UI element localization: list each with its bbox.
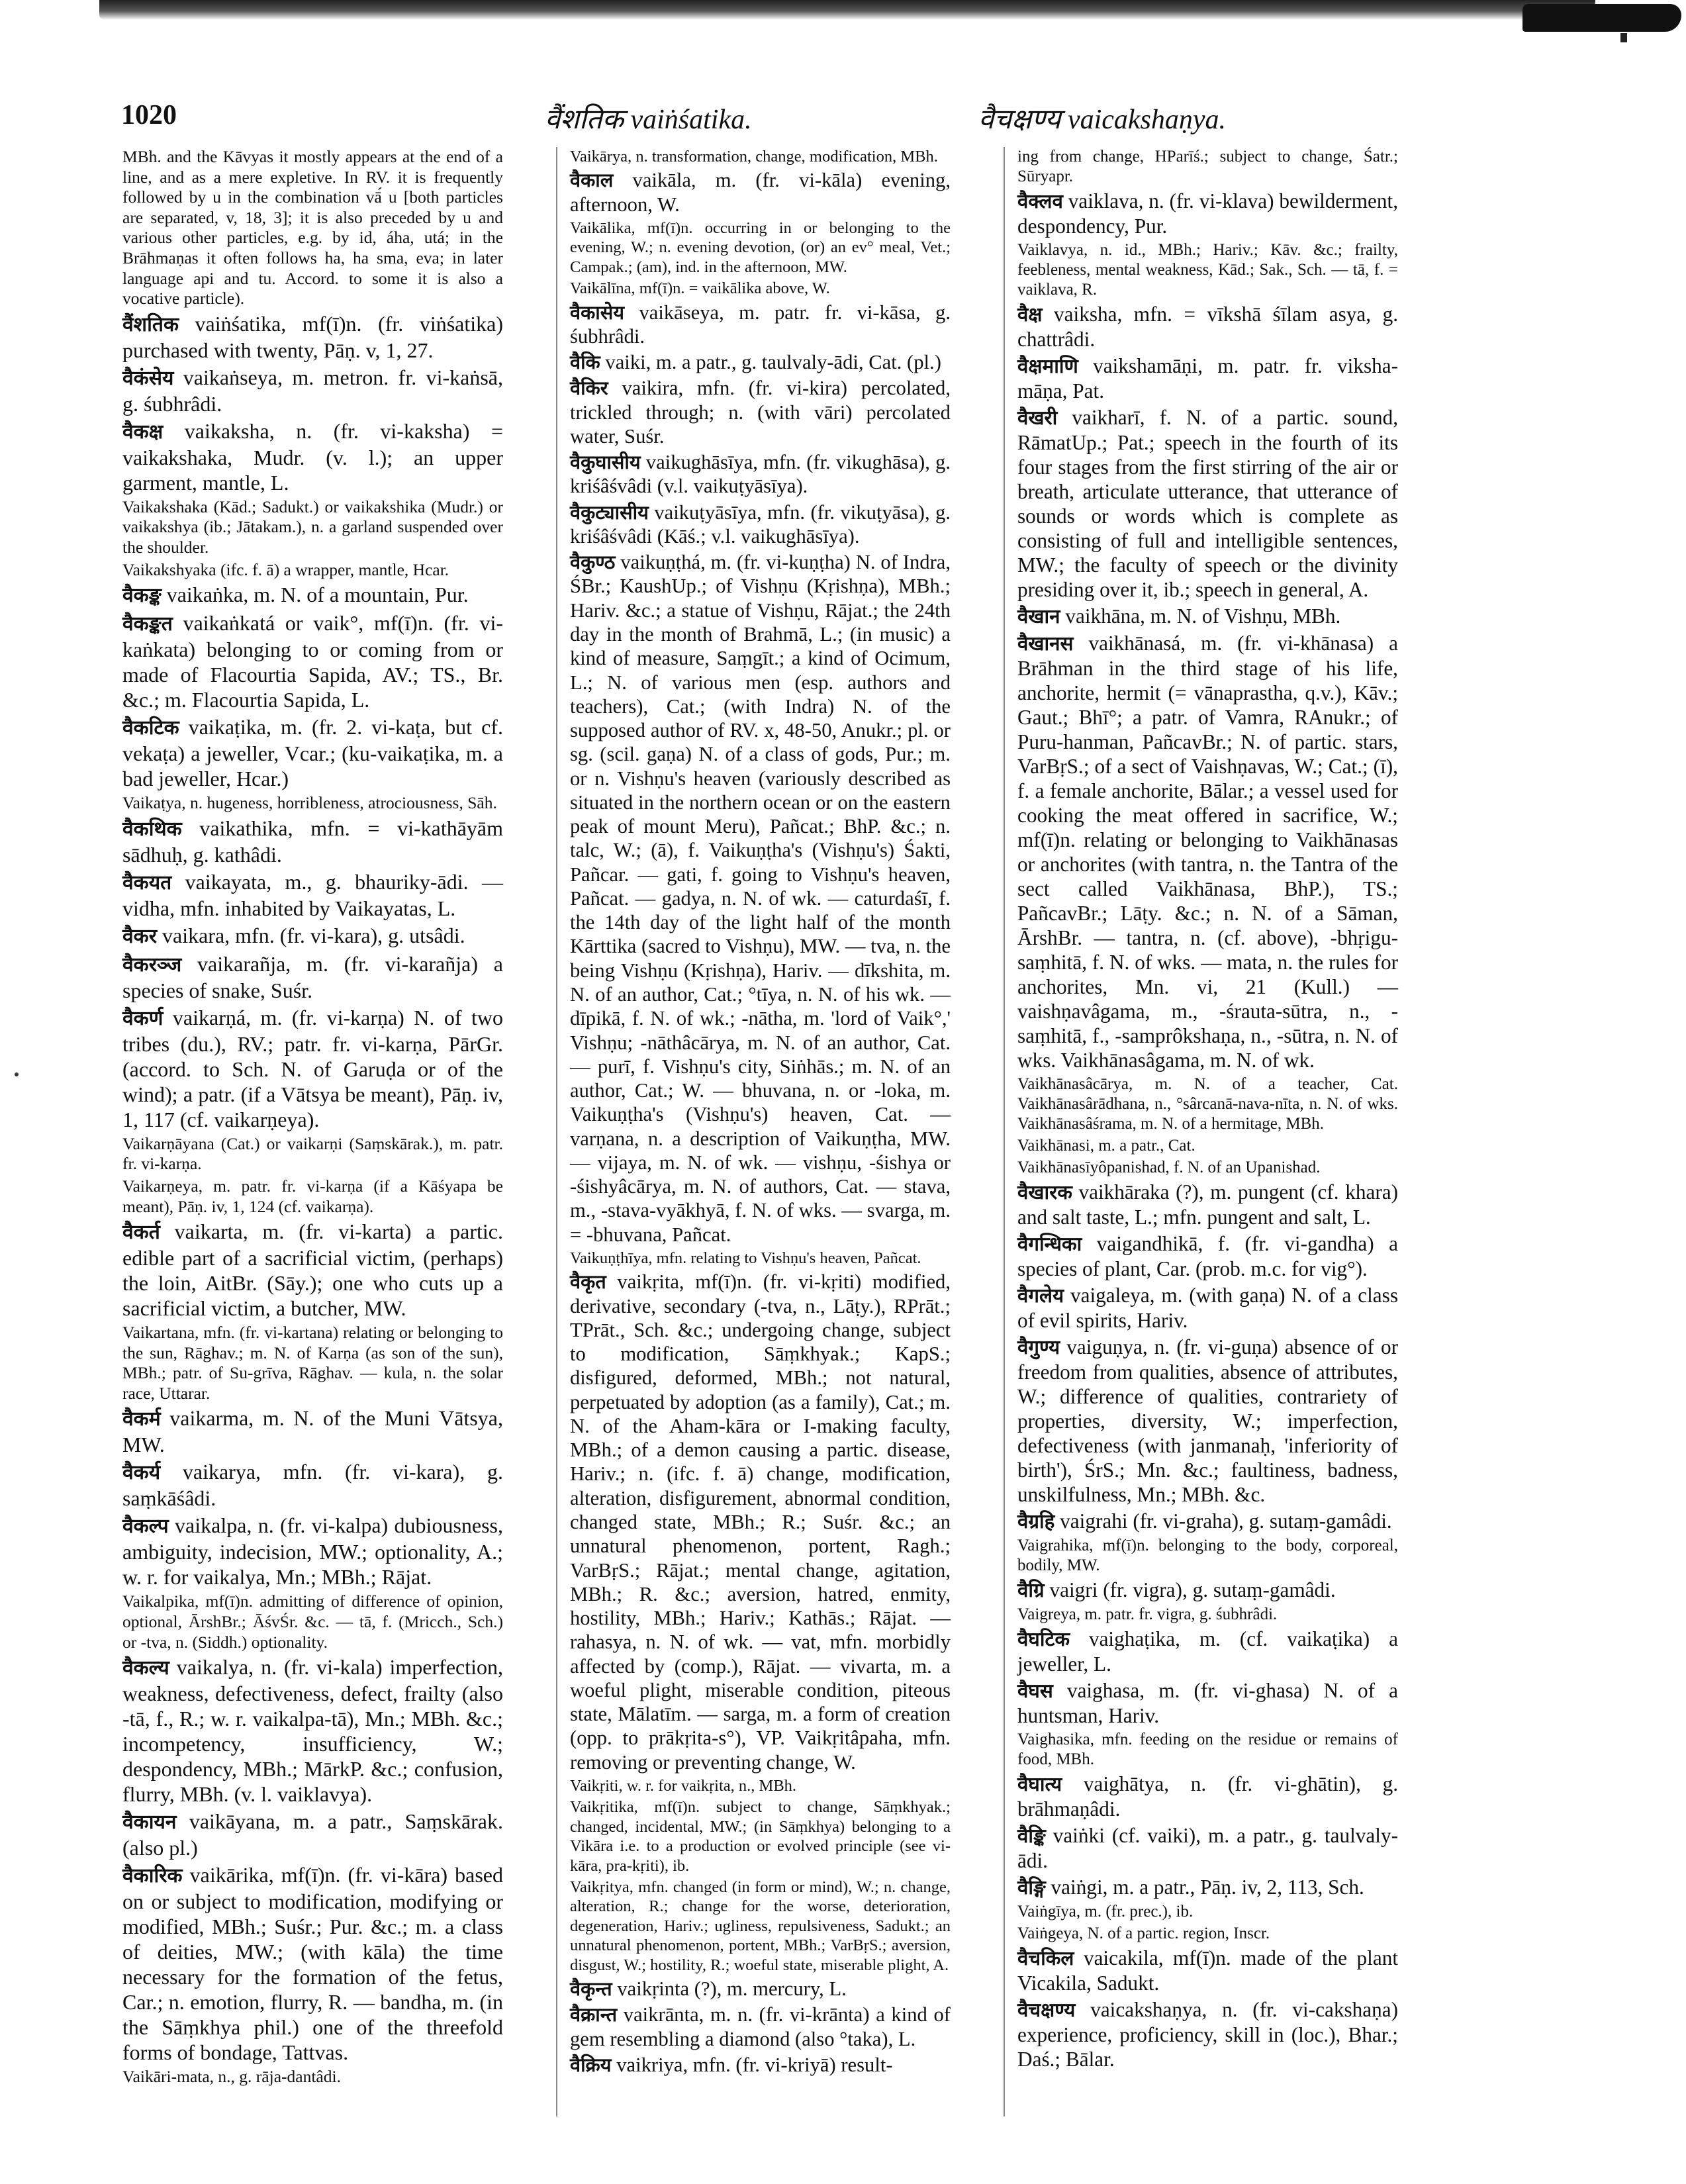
entry-text: Vaikṛiti, w. r. for vaikṛita, n., MBh.: [570, 1776, 797, 1795]
entry-text: Vaikarṇāyana (Cat.) or vaikarṇi (Saṃskārak.), m. patr. fr. vi-karṇa.: [122, 1133, 503, 1174]
entry-text: vaighaṭika, m. (cf. vaikaṭika) a jeweller, L.: [1017, 1627, 1398, 1676]
devanagari-headword: वैगन्धिका: [1017, 1233, 1082, 1255]
devanagari-headword: वैकयत: [122, 871, 172, 894]
dictionary-entry: [1017, 1509, 1398, 1534]
dictionary-entry: [122, 1862, 503, 2065]
devanagari-headword: वैङ्कि: [1017, 1825, 1046, 1847]
devanagari-headword: वैखारक: [1017, 1181, 1072, 1204]
devanagari-headword: वैचकिल: [1017, 1947, 1074, 1970]
entry-text: vaikshamāṇi, m. patr. fr. viksha-māṇa, Pat.: [1017, 354, 1399, 403]
dictionary-entry: [122, 1005, 503, 1132]
dictionary-entry: [1017, 1997, 1398, 2071]
entry-text: vaikarta, m. (fr. vi-karta) a partic. edible part of a sacrificial victim, (perhaps) the loin, AitBr. (Sāy.); one who cuts up a sacrificial victim, a butcher, MW.: [122, 1219, 504, 1321]
entry-text: vaiṅki (cf. vaiki), m. a patr., g. taulvaly-ādi.: [1017, 1824, 1398, 1872]
entry-text: vaikathika, mfn. = vi-kathāyām sādhuḥ, g. kathâdi.: [122, 816, 504, 867]
dictionary-entry: [1017, 604, 1398, 629]
devanagari-headword: वैगलेय: [1017, 1284, 1064, 1307]
devanagari-headword: वैखान: [1017, 605, 1060, 628]
dictionary-entry: [1017, 1678, 1398, 1728]
devanagari-headword: वैकृन्त: [570, 1977, 612, 2000]
dictionary-entry: [1017, 1536, 1398, 1576]
entry-text: vaikalpa, n. (fr. vi-kalpa) dubiousness, ambiguity, indecision, MW.; optionality, A.; w. r. for vaikalya, Mn.; MBh.; Rājat.: [122, 1513, 504, 1590]
entry-text: vaikalya, n. (fr. vi-kala) imperfection, weakness, defectiveness, defect, frailty (also -tā, f., R.; w. r. vaikalpa-tā), Mn.; MBh. &c.; incompetency, insufficiency, W.; despondency, MBh.; MārkP. &c.; confusion, flurry, MBh. (v. l. vaiklavya).: [122, 1655, 504, 1807]
entry-text: vaikarañja, m. (fr. vi-karañja) a species of snake, Suśr.: [122, 951, 504, 1002]
dictionary-entry: [1017, 302, 1398, 352]
entry-text: Vaikuṇṭhīya, mfn. relating to Vishṇu's heaven, Pañcat.: [570, 1249, 921, 1267]
entry-text: vaigaleya, m. (with gaṇa) N. of a class of evil spirits, Hariv.: [1017, 1284, 1398, 1332]
dictionary-entry: [122, 418, 503, 495]
header-first-word: वैंशतिक vaiṅśatika.: [545, 105, 752, 135]
devanagari-headword: वैकुघासीय: [570, 451, 641, 474]
dictionary-entry: [122, 1176, 503, 1217]
entry-text: Vaikarṇeya, m. patr. fr. vi-karṇa (if a Kāśyapa be meant), Pāṇ. iv, 1, 124 (cf. vaikarṇa).: [122, 1176, 503, 1216]
dictionary-entry: [1017, 147, 1398, 187]
column-2: [570, 147, 951, 2079]
entry-text: vaikughāsīya, mfn. (fr. vikughāsa), g. kriśâśvâdi (v.l. vaikuṭyāsīya).: [570, 451, 951, 498]
entry-text: Vaikakshyaka (ifc. f. ā) a wrapper, mantle, Hcar.: [122, 559, 449, 579]
dictionary-entry: [122, 1513, 503, 1590]
dictionary-entry: [122, 1134, 503, 1174]
entry-text: vaikarya, mfn. (fr. vi-kara), g. saṃkāśâdi.: [122, 1460, 504, 1511]
entry-text: vaiki, m. a patr., g. taulvaly-ādi, Cat. (pl.): [605, 351, 941, 374]
dictionary-entry: [570, 279, 951, 298]
entry-text: vaikuṇṭhá, m. (fr. vi-kuṇṭha) N. of Indra, ŚBr.; KaushUp.; of Vishṇu (Kṛishṇa), MBh.; Hariv. &c.; a statue of Vishṇu, Rājat.; the 24th day in the month of Brahmā, L.; (in music) a kind of measure, Saṃgīt.; a kind of Ocimum, L.; N. of various men (esp. authors and teachers), Cat.; (with Indra) N. of the supposed author of RV. x, 48-50, Anukr.; pl. or sg. (scil. gaṇa) N. of a class of gods, Pur.; m. or n. Vishṇu's heaven (variously described as situated in the northern ocean or on the eastern peak of mount Meru), Pañcat.; BhP. &c.; n. talc, W.; (ā), f. Vaikuṇṭha's (Vishṇu's) Śakti, Pañcar. — gati, f. going to Vishṇu's heaven, Pañcat. — gadya, n. N. of wk. — caturdaśī, f. the 14th day of the light half of the month Kārttika (sacred to Vishṇu), MW. — tva, n. the being Vishṇu (Kṛishṇa), Hariv. — dīkshita, m. N. of an author, Cat.; °tīya, n. N. of his wk. — dīpikā, f. N. of wk.; -nātha, m. 'lord of Vaik°,' Vishṇu; -nāthâcārya, m. N. of an author, Cat. — purī, f. Vishṇu's city, Siṅhās.; m. N. of an author, Cat.; W. — bhuvana, n. or -loka, m. Vaikuṇṭha's (Vishṇu's) heaven, Cat. — varṇana, n. a description of Vaikuṇṭha, MW. — vijaya, m. N. of wk. — vishṇu, -śishya or -śishyâcārya, m. N. of authors, Cat. — stava, m., -stava-vyākhyā, f. N. of wks. — svarga, m. = -bhuvana, Pañcat.: [570, 551, 951, 1246]
devanagari-headword: वैकटिक: [122, 716, 179, 740]
devanagari-headword: वैकर्य: [122, 1461, 161, 1485]
entry-text: Vaikṛitya, mfn. changed (in form or mind), W.; n. change, alteration, R.; change for the worse, deterioration, degeneration, Hariv.; ugliness, repulsiveness, Sadukt.; an unnatural phenomenon, portent, MBh.; VarBṛS.; aversion, disgust, W.; hostility, R.; woeful state, miserable plight, A.: [570, 1877, 951, 1974]
dictionary-entry: [1017, 1231, 1398, 1281]
devanagari-headword: वैकंसेय: [122, 366, 174, 390]
devanagari-headword: वैक्षमाणि: [1017, 355, 1078, 377]
dictionary-entry: [122, 923, 503, 949]
entry-text: vaikhānasá, m. (fr. vi-khānasa) a Brāhman in the third stage of his life, anchorite, hermit (= vānaprastha, q.v.), Kāv.; Gaut.; Bhī°; a patr. of Vamra, RAnukr.; of Puru-hanman, PañcavBr.; N. of partic. stars, VarBṛS.; of a sect of Vaishṇavas, W.; Cat.; (ī), f. a female anchorite, Bālar.; a vessel used for cooking the meat offered in sacrifice, W.; mf(ī)n. relating or belonging to Vaikhānasas or anchorites (with tantra, n. the Tantra of the sect called Vaikhānasa, BhP.), TS.; PañcavBr.; Lāṭy. &c.; n. N. of a Sāman, ĀrshBr. — tantra, n. (cf. above), -bhṛigu-saṃhitā, f. N. of wks. — mata, n. the rules for anchorites, Mn. vi, 21 (Kull.) — vaishṇavâgama, m., -śrauta-sūtra, n., -saṃhitā, f., -samprôkshaṇa, n., -sūtra, n. N. of wks. Vaikhānasâgama, m. N. of wk.: [1017, 632, 1399, 1072]
dictionary-entry: [1017, 1875, 1398, 1900]
page-header: [121, 99, 1452, 139]
devanagari-headword: वैचक्षण्य: [1017, 1999, 1076, 2021]
scan-top-shadow: [99, 0, 1595, 20]
dictionary-entry: [122, 1459, 503, 1511]
entry-text: vaikaṅkatá or vaik°, mf(ī)n. (fr. vi-kaṅkata) belonging to or coming from or made of Flacourtia Sapida, AV.; TS., Br. &c.; m. Flacourtia Sapida, L.: [122, 611, 504, 712]
dictionary-entry: [1017, 1946, 1398, 1995]
entry-text: vaikāseya, m. patr. fr. vi-kāsa, g. śubhrâdi.: [570, 301, 951, 348]
devanagari-headword: वैखरी: [1017, 406, 1058, 429]
entry-text: vaicakshaṇya, n. (fr. vi-cakshaṇa) experience, proficiency, skill in (loc.), Bhar.; Daś.; Bālar.: [1017, 1998, 1398, 2071]
dictionary-entry: [570, 147, 951, 166]
dictionary-entry: [1017, 354, 1398, 403]
dictionary-entry: [1017, 1902, 1398, 1922]
dictionary-entry: [1017, 1158, 1398, 1178]
entry-text: vaikira, mfn. (fr. vi-kira) percolated, trickled through; n. (with vāri) percolated water, Suśr.: [570, 377, 951, 448]
entry-text: vaikhāraka (?), m. pungent (cf. khara) and salt taste, L.; mfn. pungent and salt, L.: [1017, 1180, 1398, 1229]
entry-text: vaigrahi (fr. vi-graha), g. sutaṃ-gamâdi.: [1060, 1509, 1392, 1533]
devanagari-headword: वैघस: [1017, 1680, 1053, 1702]
dictionary-entry: [122, 1405, 503, 1457]
entry-text: ing from change, HParīś.; subject to change, Śatr.; Sūryapr.: [1017, 148, 1398, 185]
dictionary-entry: [122, 365, 503, 416]
dictionary-entry: [570, 2053, 951, 2077]
entry-text: Vaikṛitika, mf(ī)n. subject to change, Sāṃkhyak.; changed, incidental, MW.; (in Sāṃkhya) belonging to a Vikāra i.e. to a production or evolved principle (see vi-kāra, pra-kṛiti), ib.: [570, 1798, 951, 1875]
dictionary-entry: [122, 2067, 503, 2087]
entry-text: Vaiklavya, n. id., MBh.; Hariv.; Kāv. &c.; frailty, feebleness, mental weakness, Kād.; Sak., Sch. — tā, f. = vaiklava, R.: [1017, 241, 1398, 299]
entry-text: Vaikāri-mata, n., g. rāja-dantâdi.: [122, 2067, 341, 2087]
dictionary-entry: [1017, 1730, 1398, 1770]
dictionary-entry: [1017, 240, 1398, 300]
entry-text: vaiklava, n. (fr. vi-klava) bewilderment, despondency, Pur.: [1017, 189, 1399, 238]
entry-text: Vaikārya, n. transformation, change, modification, MBh.: [570, 148, 938, 166]
dictionary-entry: [1017, 631, 1398, 1072]
devanagari-headword: वैखानस: [1017, 632, 1074, 655]
entry-text: vaikṛinta (?), m. mercury, L.: [617, 1977, 847, 2000]
dictionary-entry: [1017, 1335, 1398, 1507]
devanagari-headword: वैकक्ष: [122, 420, 164, 444]
dictionary-entry: [1017, 1605, 1398, 1625]
dictionary-entry: [122, 816, 503, 867]
entry-text: vaikaṭika, m. (fr. 2. vi-kaṭa, but cf. vekaṭa) a jeweller, Vcar.; (ku-vaikaṭika, m. a bad jeweller, Hcar.): [122, 715, 504, 791]
entry-text: vaikharī, f. N. of a partic. sound, RāmatUp.; Pat.; speech in the fourth of its four stages from the first stirring of the air or breath, articulate utterance, that utterance of sounds or words which is complete as consisting of full and intelligible sentences, MW.; the faculty of speech or the divinity presiding over it, ib.; speech in general, A.: [1017, 406, 1399, 601]
dictionary-entry: [122, 582, 503, 608]
dictionary-entry: [122, 1809, 503, 1860]
entry-text: vaikhāna, m. N. of Vishṇu, MBh.: [1065, 604, 1341, 628]
dictionary-entry: [1017, 1627, 1398, 1676]
dictionary-entry: [122, 793, 503, 814]
entry-text: vaikaksha, n. (fr. vi-kaksha) = vaikakshaka, Mudr. (v. l.); an upper garment, mantle, L.: [122, 418, 503, 495]
dictionary-entry: [122, 869, 503, 921]
devanagari-headword: वैघटिक: [1017, 1628, 1070, 1650]
entry-text: vaikarṇá, m. (fr. vi-karṇa) N. of two tribes (du.), RV.; patr. fr. vi-karṇa, PārGr. (accord. to Sch. N. of Garuḍa or of the wind); a patr. (if a Vātsya be meant), Pāṇ. iv, 1, 117 (cf. vaikarṇeya).: [122, 1005, 504, 1131]
devanagari-headword: वैकथिक: [122, 817, 182, 841]
column-rule: [556, 147, 557, 2116]
entry-text: Vaikalpika, mf(ī)n. admitting of difference of opinion, optional, ĀrshBr.; ĀśvŚr. &c. — tā, f. (Mricch., Sch.) or -tva, n. (Siddh.) optionality.: [122, 1591, 503, 1652]
devanagari-headword: वैकरञ्ज: [122, 953, 182, 976]
dictionary-entry: [122, 1219, 503, 1321]
entry-text: Vaikaṭya, n. hugeness, horribleness, atrociousness, Sāh.: [122, 793, 497, 813]
entry-text: vaikayata, m., g. bhauriky-ādi. — vidha, mfn. inhabited by Vaikayatas, L.: [122, 869, 504, 920]
scan-mark: [1620, 33, 1627, 42]
dictionary-entry: [1017, 1578, 1398, 1603]
dictionary-entry: [570, 218, 951, 277]
devanagari-headword: वैकारिक: [122, 1864, 183, 1888]
entry-text: vaikara, mfn. (fr. vi-kara), g. utsâdi.: [162, 923, 465, 947]
devanagari-headword: वैकल्य: [122, 1656, 169, 1680]
entry-text: vaikaṅka, m. N. of a mountain, Pur.: [166, 583, 469, 607]
devanagari-headword: वैकर: [122, 924, 157, 948]
dictionary-entry: [122, 1323, 503, 1403]
dictionary-entry: [570, 550, 951, 1247]
dictionary-entry: [122, 147, 503, 309]
devanagari-headword: वैघात्य: [1017, 1773, 1062, 1795]
devanagari-headword: वैङ्गि: [1017, 1876, 1046, 1899]
dictionary-entry: [122, 1591, 503, 1652]
dictionary-entry: [570, 376, 951, 448]
entry-text: Vaikakshaka (Kād.; Sadukt.) or vaikakshika (Mudr.) or vaikakshya (ib.; Jātakam.), n. a garland suspended over the shoulder.: [122, 497, 503, 557]
dictionary-entry: [570, 301, 951, 349]
devanagari-headword: वैकर्ण: [122, 1006, 164, 1030]
dictionary-entry: [122, 610, 503, 712]
entry-text: vaikaṅseya, m. metron. fr. vi-kaṅsā, g. śubhrâdi.: [122, 365, 503, 416]
entry-text: vaikarma, m. N. of the Muni Vātsya, MW.: [122, 1406, 504, 1457]
entry-text: vaigandhikā, f. (fr. vi-gandha) a species of plant, Car. (prob. m.c. for vig°).: [1017, 1232, 1399, 1280]
column-rule: [1004, 147, 1005, 2116]
entry-text: Vaikhānasâcārya, m. N. of a teacher, Cat. Vaikhānasârādhana, n., °sârcanā-nava-nīta, n. N. of wks. Vaikhānasâśrama, m. N. of a hermitage, MBh.: [1017, 1075, 1398, 1133]
entry-text: Vaighasika, mfn. feeding on the residue or remains of food, MBh.: [1017, 1731, 1398, 1768]
devanagari-headword: वैक्रान्त: [570, 2003, 618, 2026]
dictionary-entry: [570, 1877, 951, 1975]
dictionary-entry: [570, 1776, 951, 1795]
entry-text: vaiṅśatika, mf(ī)n. (fr. viṅśatika) purchased with twenty, Pāṇ. v, 1, 27.: [122, 311, 503, 362]
entry-text: Vaikālika, mf(ī)n. occurring in or belonging to the evening, W.; n. evening devotion, (or) an ev° meal, Vet.; Campak.; (am), ind. in the afternoon, MW.: [570, 218, 951, 276]
devanagari-headword: वैकुट्यासीय: [570, 500, 649, 524]
dictionary-entry: [122, 311, 503, 363]
entry-text: vaiṅgi, m. a patr., Pāṇ. iv, 2, 113, Sch.: [1051, 1875, 1364, 1899]
devanagari-headword: वैकङ्कत: [122, 612, 173, 636]
devanagari-headword: वैकाल: [570, 169, 614, 192]
dictionary-entry: [122, 951, 503, 1003]
devanagari-headword: वैकङ्क: [122, 584, 162, 608]
dictionary-entry: [122, 1654, 503, 1807]
dictionary-entry: [1017, 1136, 1398, 1156]
entry-text: Vaikhānasi, m. a patr., Cat.: [1017, 1137, 1195, 1155]
dictionary-entry: [570, 1797, 951, 1875]
entry-text: vaiguṇya, n. (fr. vi-guṇa) absence of or freedom from qualities, absence of attributes, W.; difference of qualities, contrariety of properties, diversity, W.; imperfection, defectiveness (with janmanaḥ, 'inferiority of birth'), ŚrS.; Mn. &c.; faultiness, badness, unskilfulness, Mn.; MBh. &c.: [1017, 1335, 1398, 1506]
devanagari-headword: वैंशतिक: [122, 312, 179, 336]
dictionary-entry: [1017, 1772, 1398, 1821]
devanagari-headword: वैगुण्य: [1017, 1336, 1060, 1358]
dictionary-entry: [1017, 1074, 1398, 1134]
dictionary-entry: [570, 1977, 951, 2001]
devanagari-headword: वैकायन: [122, 1811, 177, 1834]
dictionary-entry: [1017, 1823, 1398, 1873]
dictionary-entry: [570, 450, 951, 499]
dictionary-entry: [1017, 1283, 1398, 1333]
devanagari-headword: वैकुण्ठ: [570, 551, 616, 574]
entry-text: Vaiṅgeya, N. of a partic. region, Inscr.: [1017, 1924, 1270, 1942]
entry-text: vaiksha, mfn. = vīkshā śīlam asya, g. chattrâdi.: [1017, 303, 1399, 351]
entry-text: vaighasa, m. (fr. vi-ghasa) N. of a huntsman, Hariv.: [1017, 1679, 1398, 1727]
devanagari-headword: वैकर्त: [122, 1221, 160, 1245]
dictionary-entry: [1017, 1924, 1398, 1944]
entry-text: MBh. and the Kāvyas it mostly appears at the end of a line, and as a mere expletive. In RV. it is frequently followed by u in the combination vā́ u [both particles are separated, v, 18, 3]; it is also preceded by u and various other particles, e.g. by id, áha, utá; in the Brāhmaṇas it often follows ha, ha sma, eva; in later language api and tu. Accord. to some it is also a vocative particle).: [122, 147, 503, 309]
entry-text: Vaikālīna, mf(ī)n. = vaikālika above, W.: [570, 279, 830, 298]
dictionary-entry: [570, 350, 951, 374]
entry-text: vaikārika, mf(ī)n. (fr. vi-kāra) based on or subject to modification, modifying or modified, MBh.; Suśr.; Pur. &c.; m. a class of deities, MW.; (with kāla) the time necessary for the formation of the fetus, Car.; n. emotion, flurry, R. — bandha, m. (in the Sāṃkhya phil.) one of the threefold forms of bondage, Tattvas.: [122, 1863, 504, 2065]
entry-text: Vaigrahika, mf(ī)n. belonging to the body, corporeal, bodily, MW.: [1017, 1537, 1398, 1574]
dictionary-entry: [122, 714, 503, 791]
entry-text: Vaigreya, m. patr. fr. vigra, g. śubhrâdi.: [1017, 1605, 1278, 1623]
devanagari-headword: वैग्रि: [1017, 1579, 1045, 1601]
devanagari-headword: वैकि: [570, 351, 600, 374]
devanagari-headword: वैकृत: [570, 1270, 606, 1294]
devanagari-headword: वैकासेय: [570, 301, 625, 324]
dictionary-entry: [1017, 1180, 1398, 1229]
devanagari-headword: वैकिर: [570, 377, 608, 400]
entry-text: Vaiṅgīya, m. (fr. prec.), ib.: [1017, 1903, 1194, 1921]
dictionary-entry: [570, 168, 951, 216]
entry-text: Vaikhānasīyôpanishad, f. N. of an Upanishad.: [1017, 1159, 1321, 1176]
dictionary-entry: [570, 2003, 951, 2051]
dictionary-entry: [1017, 189, 1398, 238]
entry-text: vaikuṭyāsīya, mfn. (fr. vikuṭyāsa), g. kriśâśvâdi (Kāś.; v.l. vaikughāsīya).: [570, 500, 951, 547]
entry-text: vaigri (fr. vigra), g. sutaṃ-gamâdi.: [1049, 1578, 1336, 1601]
entry-text: Vaikartana, mfn. (fr. vi-kartana) relating or belonging to the sun, Rāghav.; m. N. of Karṇa (as son of the sun), MBh.; patr. of Su-grīva, Rāghav. — kula, n. the solar race, Uttarar.: [122, 1323, 503, 1403]
column-1: [122, 147, 503, 2089]
devanagari-headword: वैक्रिय: [570, 2053, 612, 2076]
dictionary-entry: [570, 1270, 951, 1774]
devanagari-headword: वैक्ष: [1017, 303, 1043, 326]
entry-text: vaikṛita, mf(ī)n. (fr. vi-kṛiti) modified, derivative, secondary (-tva, n., Lāṭy.), RPrāt.; TPrāt., Sch. &c.; undergoing change, subject to modification, Sāṃkhyak.; KapS.; disfigured, deformed, MBh.; not natural, perpetuated by adoption (as a family), Cat.; m. N. of the Aham-kāra or I-making faculty, MBh.; of a demon causing a partic. disease, Hariv.; n. (ifc. f. ā) change, modification, alteration, disfigurement, abnormal condition, changed state, MBh.; R.; Suśr. &c.; an unnatural phenomenon, portent, Ragh.; VarBṛS.; Rājat.; mental change, agitation, MBh.; R. &c.; aversion, hatred, enmity, hostility, MBh.; Hariv.; Kathās.; Rājat. — rahasya, n. N. of wk. — vat, mfn. morbidly affected by (comp.), Rājat. — vivarta, m. a woeful plight, miserable condition, piteous state, Mālatīm. — sarga, m. a form of creation (opp. to prākṛita-s°), VP. Vaikṛitâpaha, mfn. removing or preventing change, W.: [570, 1270, 951, 1774]
column-3: [1017, 147, 1398, 2073]
dictionary-entry: [570, 1249, 951, 1268]
entry-text: vaikāyana, m. a patr., Saṃskārak. (also pl.): [122, 1809, 504, 1860]
devanagari-headword: वैक्लव: [1017, 190, 1063, 213]
devanagari-headword: वैग्रहि: [1017, 1510, 1055, 1533]
scan-corner-shadow: [1522, 4, 1681, 32]
entry-text: vaighātya, n. (fr. vi-ghātin), g. brāhmaṇâdi.: [1017, 1772, 1399, 1821]
entry-text: vaikriya, mfn. (fr. vi-kriyā) result-: [616, 2053, 893, 2076]
dictionary-entry: [122, 497, 503, 558]
margin-mark: [15, 1072, 19, 1076]
page-number: 1020: [121, 100, 177, 130]
devanagari-headword: वैकल्प: [122, 1515, 169, 1539]
dictionary-entry: [122, 560, 503, 581]
dictionary-entry: [1017, 405, 1398, 602]
header-last-word: वैचक्षण्य vaicakshaṇya.: [978, 105, 1227, 135]
devanagari-headword: वैकर्म: [122, 1407, 161, 1431]
entry-text: vaikāla, m. (fr. vi-kāla) evening, afternoon, W.: [570, 169, 951, 216]
dictionary-entry: [570, 500, 951, 549]
entry-text: vaicakila, mf(ī)n. made of the plant Vicakila, Sadukt.: [1017, 1946, 1399, 1995]
entry-text: vaikrānta, m. n. (fr. vi-krānta) a kind of gem resembling a diamond (also °taka), L.: [570, 2003, 951, 2050]
